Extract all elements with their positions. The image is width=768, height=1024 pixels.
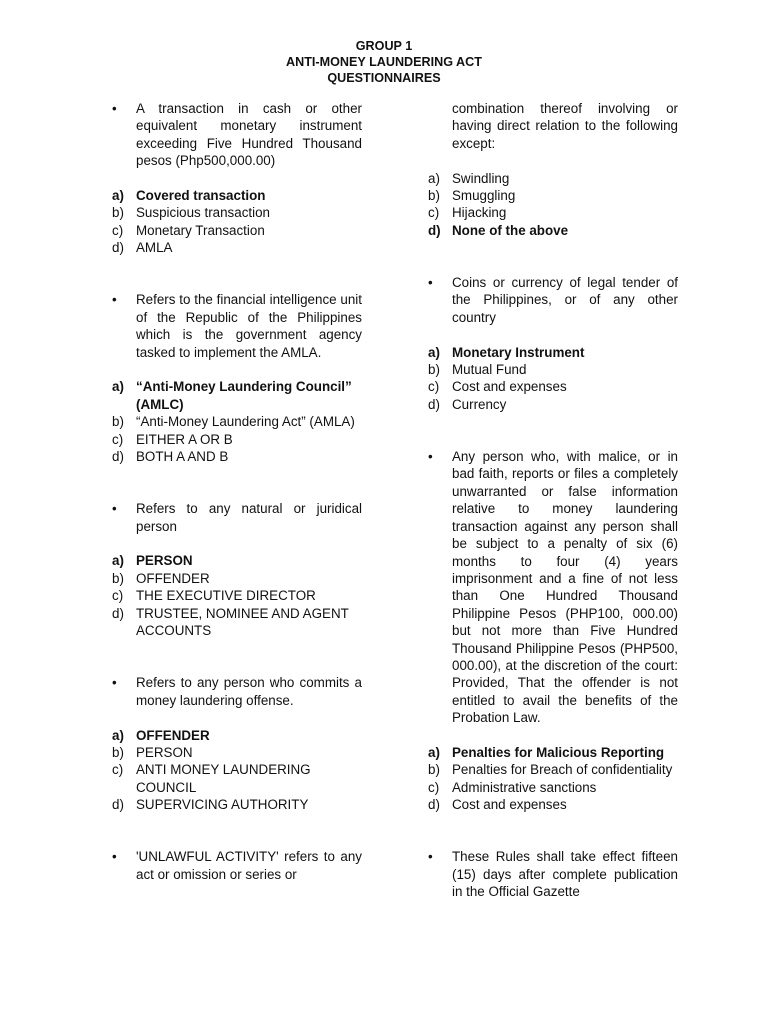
answer-option-correct (428, 344, 678, 361)
document-title: ANTI-MONEY LAUNDERING ACT (286, 55, 482, 69)
option-letter: b) (112, 744, 124, 760)
option-letter: c) (428, 779, 440, 795)
answer-option-correct (428, 744, 678, 761)
option-letter: b) (428, 188, 440, 204)
option-letter: d) (112, 240, 124, 256)
option-letter: c) (428, 205, 440, 221)
answer-option (112, 448, 362, 465)
question-block (428, 848, 678, 900)
question-text: • These Rules shall take effect fifteen (15) days after complete publication in the Official Gazette (428, 848, 678, 900)
option-letter: d) (112, 797, 124, 813)
option-letter: c) (428, 379, 440, 395)
option-text: Cost and expenses (452, 379, 567, 395)
option-text: OFFENDER (136, 727, 210, 743)
option-text: Suspicious transaction (136, 205, 270, 221)
answer-option (112, 413, 362, 430)
answer-option (112, 744, 362, 761)
answer-option (428, 796, 678, 813)
question-text: • Refers to the financial intelligence unit of the Republic of the Philippines which is the government agency tasked to implement the AMLA. (112, 291, 362, 361)
option-text: AMLA (136, 240, 173, 256)
answer-option (428, 187, 678, 204)
option-text: “Anti-Money Laundering Act” (AMLA) (136, 414, 355, 430)
option-text: ANTI MONEY LAUNDERING COUNCIL (136, 762, 311, 795)
option-letter: a) (112, 727, 124, 743)
option-letter: d) (112, 605, 124, 621)
option-letter: d) (428, 396, 440, 412)
option-text: THE EXECUTIVE DIRECTOR (136, 588, 316, 604)
question-text: • A transaction in cash or other equivalent monetary instrument exceeding Five Hundred Thousand pesos (Php500,000.00) (112, 100, 362, 170)
option-letter: b) (112, 570, 124, 586)
option-letter: a) (112, 188, 124, 204)
question-text: • Refers to any person who commits a money laundering offense. (112, 674, 362, 709)
question-text: • Coins or currency of legal tender of the Philippines, or of any other country (428, 274, 678, 326)
answer-option (112, 587, 362, 604)
question-block (112, 500, 362, 639)
option-letter: b) (112, 205, 124, 221)
option-text: Currency (452, 396, 507, 412)
answer-option (112, 431, 362, 448)
answer-options (112, 187, 362, 257)
answer-option (112, 222, 362, 239)
option-letter: a) (428, 344, 440, 360)
answer-option (112, 570, 362, 587)
option-text: Cost and expenses (452, 797, 567, 813)
option-letter: c) (112, 762, 124, 778)
answer-option (428, 396, 678, 413)
option-letter: a) (112, 553, 124, 569)
option-letter: a) (428, 744, 440, 760)
option-text: EITHER A OR B (136, 431, 233, 447)
answer-option-correct (112, 727, 362, 744)
answer-option-correct (112, 378, 362, 413)
option-text: Smuggling (452, 188, 516, 204)
option-text: Penalties for Breach of confidentiality (452, 762, 673, 778)
option-text: “Anti-Money Laundering Council” (AMLC) (136, 379, 352, 412)
question-block (428, 448, 678, 814)
answer-option-correct (112, 552, 362, 569)
question-block (112, 848, 362, 883)
option-letter: d) (112, 449, 124, 465)
question-block (112, 291, 362, 465)
option-text: Covered transaction (136, 188, 266, 204)
option-letter: a) (428, 170, 440, 186)
right-column (428, 100, 678, 901)
question-block (112, 674, 362, 813)
option-text: OFFENDER (136, 570, 210, 586)
answer-option (112, 761, 362, 796)
option-text: Mutual Fund (452, 362, 527, 378)
option-text: None of the above (452, 222, 569, 238)
answer-option (428, 761, 678, 778)
option-text: BOTH A AND B (136, 449, 229, 465)
answer-option-correct (112, 187, 362, 204)
answer-option (112, 204, 362, 221)
question-block (112, 100, 362, 257)
answer-option (428, 378, 678, 395)
option-text: Monetary Instrument (452, 344, 585, 360)
answer-options (428, 344, 678, 414)
option-letter: d) (428, 222, 441, 238)
document-header (0, 38, 768, 86)
option-text: Hijacking (452, 205, 507, 221)
answer-options (112, 727, 362, 814)
option-text: Penalties for Malicious Reporting (452, 744, 665, 760)
option-letter: c) (112, 588, 124, 604)
option-letter: a) (112, 379, 124, 395)
option-text: PERSON (136, 553, 193, 569)
question-text: combination thereof involving or having direct relation to the following except: (452, 101, 678, 151)
question-block (428, 274, 678, 413)
option-letter: b) (112, 414, 124, 430)
question-text: • Refers to any natural or juridical person (112, 500, 362, 535)
option-letter: b) (428, 762, 440, 778)
answer-option (112, 796, 362, 813)
question-text: • Any person who, with malice, or in bad faith, reports or files a completely unwarranted or false information relative to money laundering transaction against any person shall be subject to a penalty of six (6) months to four (4) years imprisonment and a fine of not less than One Hundred Thousand Philippine Pesos (PHP100, 000.00) but not more than Five Hundred Thousand Philippine Pesos (PHP500, 000.00), at the discretion of the court: Provided, That the offender is not entitled to avail the benefits of the Probation Law. (428, 448, 678, 727)
answer-option (428, 361, 678, 378)
answer-option (112, 239, 362, 256)
option-letter: d) (428, 797, 440, 813)
option-text: TRUSTEE, NOMINEE AND AGENT ACCOUNTS (136, 605, 349, 639)
answer-options (428, 744, 678, 814)
answer-options (112, 552, 362, 639)
answer-option (428, 779, 678, 796)
option-letter: c) (112, 431, 124, 447)
answer-options (428, 170, 678, 240)
option-letter: c) (112, 222, 124, 238)
question-block (428, 100, 678, 239)
answer-option (112, 605, 362, 640)
answer-option (428, 204, 678, 221)
option-text: PERSON (136, 744, 193, 760)
left-column (112, 100, 362, 883)
answer-option (428, 170, 678, 187)
option-text: SUPERVICING AUTHORITY (136, 797, 309, 813)
answer-options (112, 378, 362, 465)
answer-option-correct (428, 222, 678, 239)
group-title: GROUP 1 (355, 39, 413, 53)
option-text: Monetary Transaction (136, 222, 265, 238)
option-text: Swindling (452, 170, 510, 186)
document-subtitle: QUESTIONNAIRES (327, 71, 441, 85)
option-text: Administrative sanctions (452, 779, 597, 795)
question-text: • 'UNLAWFUL ACTIVITY' refers to any act or omission or series or (112, 848, 362, 883)
option-letter: b) (428, 362, 440, 378)
